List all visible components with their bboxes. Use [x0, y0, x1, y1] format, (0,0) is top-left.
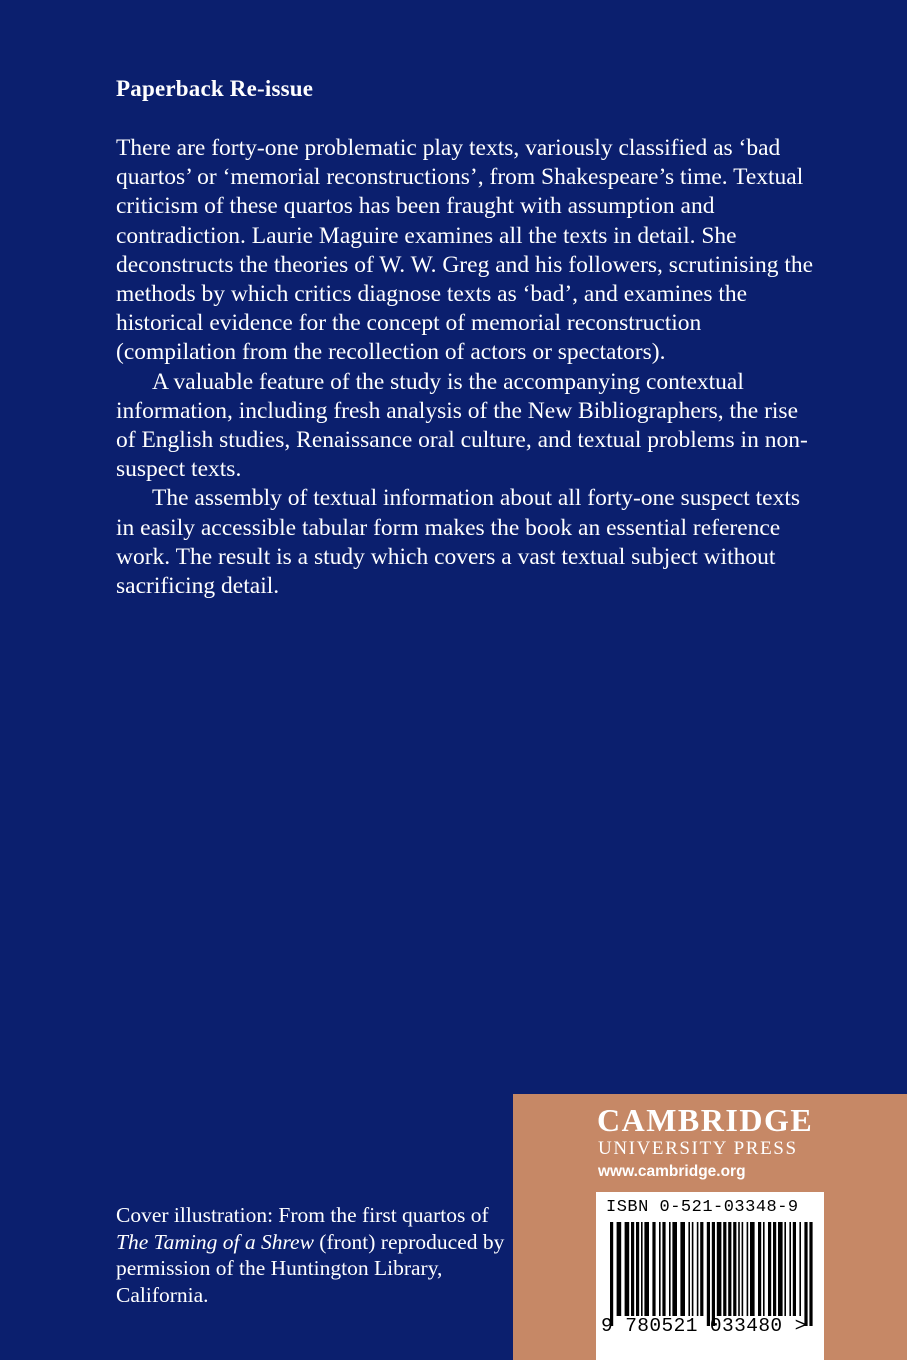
barcode-bar	[778, 1222, 783, 1316]
barcode-bar	[680, 1222, 685, 1316]
barcode-bar	[738, 1222, 740, 1316]
blurb-paragraph-3: The assembly of textual information about all forty-one suspect texts in easily accessible tabular form makes the book an essential reference work. The result is a study which covers a vast textual subject without sacrificing detail.	[116, 485, 801, 600]
barcode-bar	[644, 1222, 649, 1316]
barcode-bar	[799, 1222, 801, 1316]
publisher-url: www.cambridge.org	[598, 1163, 746, 1180]
barcode-bar	[662, 1222, 665, 1316]
barcode-bar	[692, 1222, 694, 1316]
ean-digits: 9 780521 033480 >	[601, 1315, 807, 1337]
book-blurb	[116, 134, 816, 601]
barcode-bar	[700, 1222, 703, 1316]
barcode	[596, 1192, 824, 1360]
barcode-bar	[625, 1222, 630, 1316]
barcode-bar	[742, 1222, 744, 1316]
barcode-bar	[723, 1222, 726, 1316]
blurb-paragraph-2: A valuable feature of the study is the accompanying contextual information, including fresh analysis of the New Bibliographers, the rise of English studies, Renaissance oral culture, and textual problems in non-suspect texts.	[116, 368, 808, 483]
barcode-bar	[768, 1222, 771, 1316]
barcode-bar	[750, 1222, 755, 1316]
barcode-bar	[712, 1222, 715, 1326]
publisher-subtitle: UNIVERSITY PRESS	[598, 1138, 798, 1159]
barcode-bar	[789, 1222, 791, 1316]
barcode-bar	[610, 1222, 613, 1326]
cover-heading: Paperback Re-issue	[116, 76, 314, 101]
barcode-bar	[669, 1222, 671, 1316]
barcode-bar	[758, 1222, 761, 1316]
credit-title: The Taming of a Shrew	[116, 1229, 314, 1254]
barcode-bar	[688, 1222, 690, 1316]
barcode-bar	[809, 1222, 812, 1326]
barcode-bar	[717, 1222, 722, 1316]
barcode-bar	[636, 1222, 639, 1316]
barcode-bar	[631, 1222, 634, 1316]
credit-suffix: (front) reproduced by permission of the Huntington Library, California.	[116, 1229, 505, 1307]
isbn-label: ISBN 0-521-03348-9	[606, 1198, 799, 1217]
barcode-bar	[659, 1222, 661, 1316]
blurb-paragraph-1: There are forty-one problematic play texts, variously classified as ‘bad quartos’ or ‘memorial reconstructions’, from Shakespeare’s time. Textual criticism of these quartos has been fraught with assumption and contradiction. Laurie Maguire examines all the texts in detail. She deconstructs the theories of W. W. Greg and his followers, scrutinising the methods by which critics diagnose texts as ‘bad’, and examines the historical evidence for the concept of memorial reconstruction (compilation from the recollection of actors or spectators).	[116, 135, 814, 366]
barcode-bar	[672, 1222, 677, 1316]
barcode-bar	[747, 1222, 749, 1316]
credit-prefix: Cover illustration: From the first quartos of	[116, 1203, 489, 1227]
barcode-bar	[641, 1222, 643, 1316]
barcode-bar	[707, 1222, 710, 1326]
barcode-bar	[617, 1222, 622, 1316]
barcode-bar	[784, 1222, 786, 1316]
barcode-bar	[773, 1222, 776, 1316]
barcode-bar	[733, 1222, 736, 1316]
cover-illustration-credit	[116, 1202, 511, 1308]
publisher-block	[513, 1094, 907, 1360]
barcode-bar	[652, 1222, 655, 1316]
barcode-bar	[793, 1222, 796, 1316]
barcode-bar	[804, 1222, 807, 1326]
barcode-bar	[728, 1222, 731, 1316]
publisher-name: CAMBRIDGE	[597, 1102, 814, 1138]
barcode-bar	[763, 1222, 765, 1316]
barcode-bar	[697, 1222, 699, 1316]
